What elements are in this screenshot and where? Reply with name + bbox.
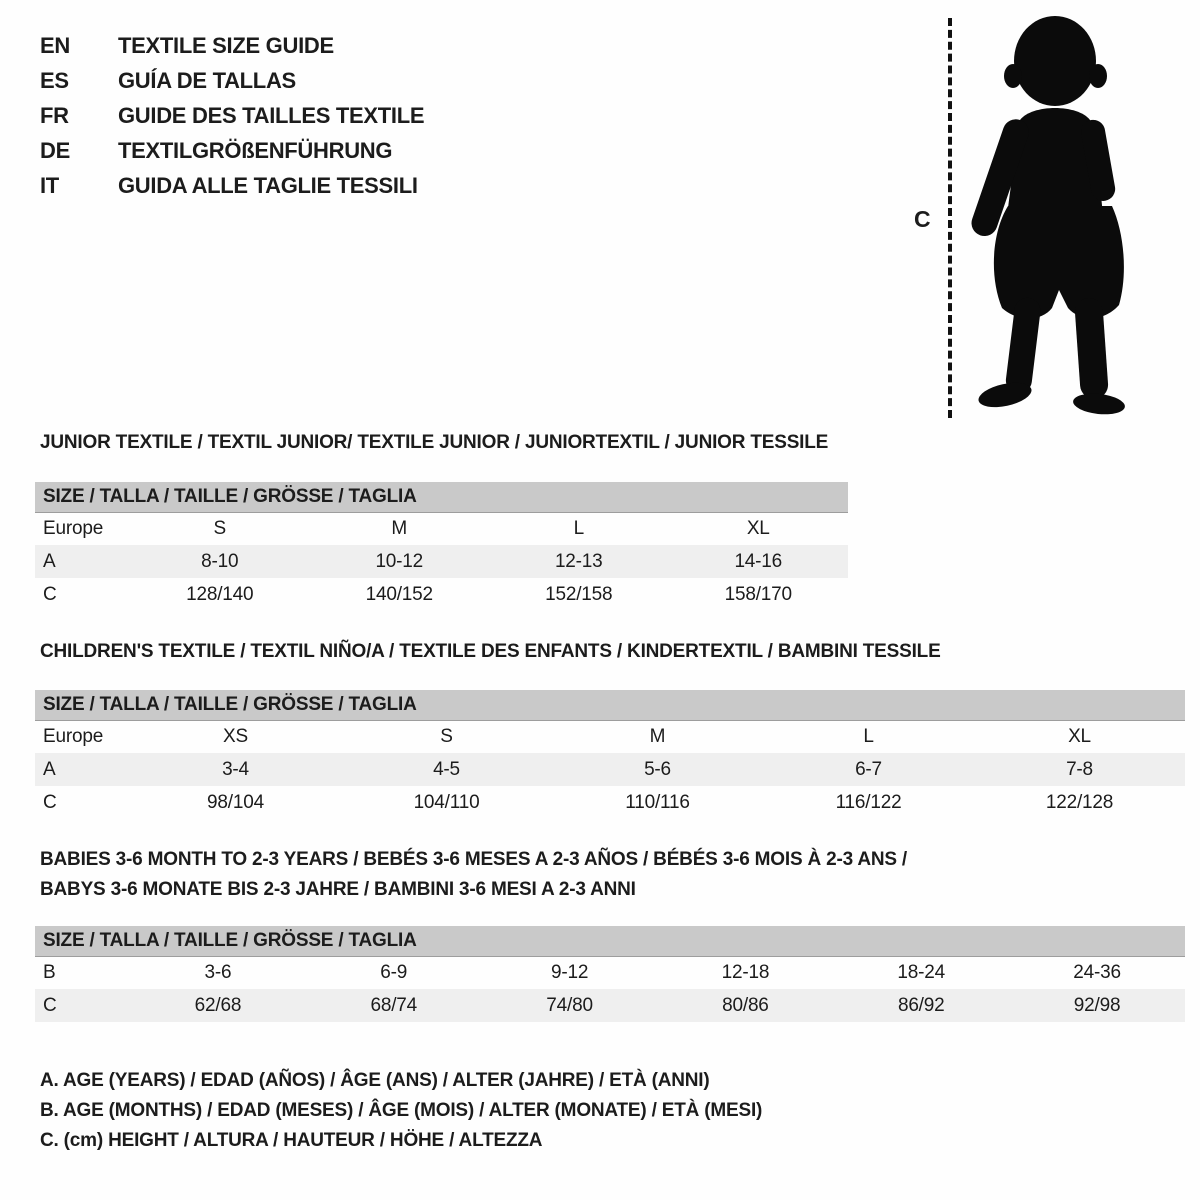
cell: XL [746, 517, 770, 539]
row-label: B [43, 961, 56, 983]
lang-row-it [40, 168, 424, 203]
cell: 5-6 [552, 753, 763, 786]
cell: 62/68 [130, 989, 306, 1022]
table-row [35, 720, 1185, 753]
cell: XS [223, 725, 248, 747]
cell: 9-12 [550, 961, 589, 983]
height-figure [900, 0, 1200, 430]
row-label: A [35, 753, 130, 786]
lang-label: TEXTILE SIZE GUIDE [118, 33, 334, 58]
lang-code: IT [40, 173, 59, 198]
legend-line-b: B. AGE (MONTHS) / EDAD (MESES) / ÂGE (MOIS) / ALTER (MONATE) / ETÀ (MESI) [40, 1100, 763, 1121]
cell: 74/80 [482, 989, 658, 1022]
children-table-wrap [35, 690, 1185, 819]
table-row [35, 786, 1185, 819]
cell: 4-5 [341, 753, 552, 786]
table-row [35, 512, 848, 545]
lang-row-de [40, 133, 424, 168]
lang-code: EN [40, 33, 70, 58]
lang-label: GUIDE DES TAILLES TEXTILE [118, 103, 425, 128]
cell: L [573, 517, 584, 539]
cell: 68/74 [306, 989, 482, 1022]
junior-section-title: JUNIOR TEXTILE / TEXTIL JUNIOR/ TEXTILE JUNIOR / JUNIORTEXTIL / JUNIOR TESSILE [40, 432, 829, 453]
cell: 24-36 [1073, 961, 1121, 983]
table-row [35, 545, 848, 578]
legend-line-c: C. (cm) HEIGHT / ALTURA / HAUTEUR / HÖHE / ALTEZZA [40, 1130, 543, 1151]
size-header-bar: SIZE / TALLA / TAILLE / GRÖSSE / TAGLIA [35, 690, 1185, 720]
cell: 10-12 [310, 545, 490, 578]
table-row [35, 753, 1185, 786]
row-label: Europe [43, 517, 104, 539]
legend-line-a: A. AGE (YEARS) / EDAD (AÑOS) / ÂGE (ANS) / ALTER (JAHRE) / ETÀ (ANNI) [40, 1070, 710, 1091]
lang-label: TEXTILGRÖßENFÜHRUNG [118, 138, 393, 163]
cell: 128/140 [186, 583, 254, 605]
junior-size-table [35, 482, 848, 611]
row-label: A [35, 545, 130, 578]
lang-label: GUIDA ALLE TAGLIE TESSILI [118, 173, 418, 198]
cell: 8-10 [130, 545, 310, 578]
cell: XL [1068, 725, 1091, 747]
cell: S [213, 517, 226, 539]
cell: 104/110 [413, 791, 480, 813]
babies-section-title-line1: BABIES 3-6 MONTH TO 2-3 YEARS / BEBÉS 3-6 MESES A 2-3 AÑOS / BÉBÉS 3-6 MOIS À 2-3 ANS / [40, 849, 908, 870]
cell: 122/128 [1045, 791, 1114, 813]
row-label: C [43, 583, 57, 605]
height-measure-dashed-line [948, 18, 952, 418]
lang-code: FR [40, 103, 69, 128]
row-label: C [43, 791, 57, 813]
cell: 158/170 [724, 583, 792, 605]
babies-size-table [35, 926, 1185, 1022]
toddler-silhouette-icon [962, 14, 1144, 418]
table-row [35, 956, 1185, 989]
cell: S [440, 725, 453, 747]
lang-code: DE [40, 138, 70, 163]
cell: 3-6 [204, 961, 232, 983]
cell: 18-24 [897, 961, 946, 983]
cell: 140/152 [365, 583, 433, 605]
lang-row-fr [40, 98, 424, 133]
cell: 7-8 [974, 753, 1185, 786]
row-label: Europe [43, 725, 104, 747]
measure-label-c: C [914, 206, 931, 232]
cell: M [649, 725, 666, 747]
lang-row-en [40, 28, 424, 63]
cell: 152/158 [545, 583, 613, 605]
table-row [35, 989, 1185, 1022]
cell: 92/98 [1009, 989, 1185, 1022]
measurement-legend [40, 1066, 762, 1156]
cell: 116/122 [835, 791, 902, 813]
cell: 3-4 [130, 753, 341, 786]
babies-table-wrap [35, 926, 1185, 1022]
cell: M [391, 517, 408, 539]
cell: 6-7 [763, 753, 974, 786]
cell: 98/104 [207, 791, 264, 813]
cell: L [863, 725, 874, 747]
junior-table-wrap [35, 482, 848, 611]
cell: 6-9 [380, 961, 408, 983]
row-label: C [35, 989, 130, 1022]
children-section-title: CHILDREN'S TEXTILE / TEXTIL NIÑO/A / TEXTILE DES ENFANTS / KINDERTEXTIL / BAMBINI TESSILE [40, 641, 941, 662]
babies-section-title-line2: BABYS 3-6 MONATE BIS 2-3 JAHRE / BAMBINI 3-6 MESI A 2-3 ANNI [40, 879, 636, 900]
table-row [35, 578, 848, 611]
cell: 12-18 [721, 961, 770, 983]
cell: 12-13 [489, 545, 669, 578]
size-header-bar: SIZE / TALLA / TAILLE / GRÖSSE / TAGLIA [35, 926, 1185, 956]
cell: 86/92 [833, 989, 1009, 1022]
lang-label: GUÍA DE TALLAS [118, 68, 296, 93]
lang-code: ES [40, 68, 69, 93]
language-header [40, 28, 424, 203]
cell: 110/116 [625, 791, 690, 813]
lang-row-es [40, 63, 424, 98]
size-header-bar: SIZE / TALLA / TAILLE / GRÖSSE / TAGLIA [35, 482, 848, 512]
cell: 14-16 [669, 545, 849, 578]
cell: 80/86 [657, 989, 833, 1022]
children-size-table [35, 690, 1185, 819]
